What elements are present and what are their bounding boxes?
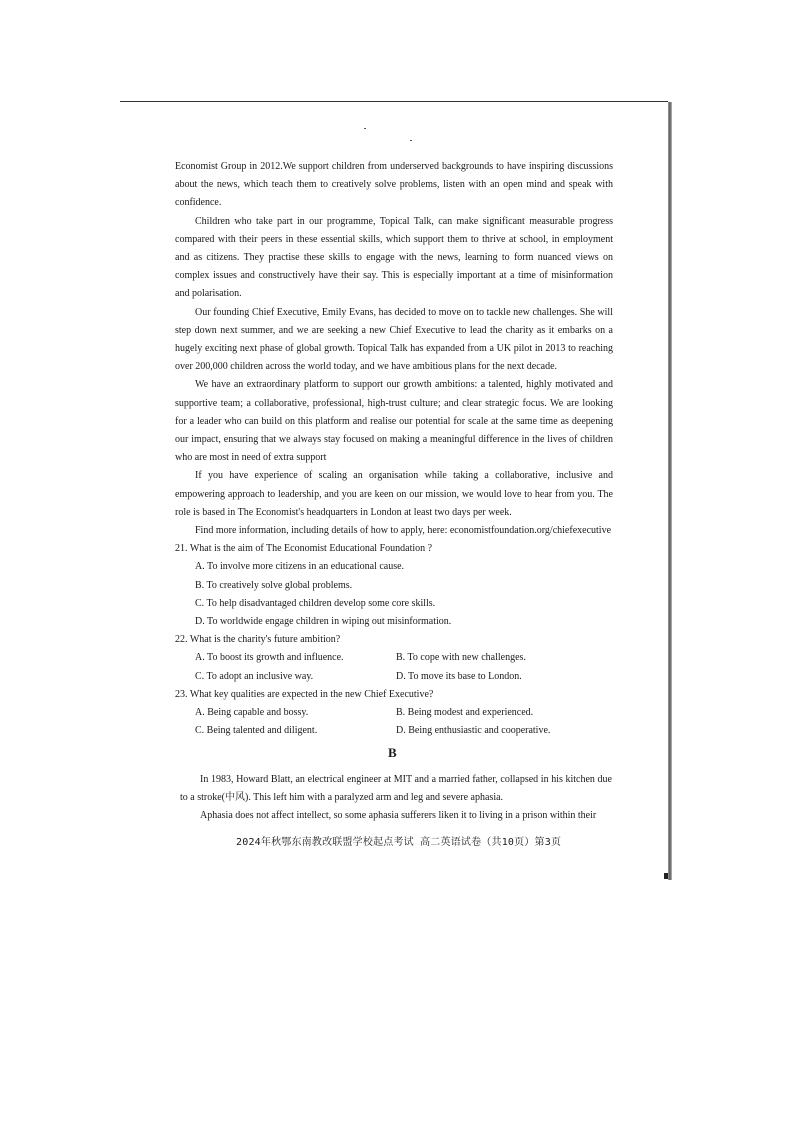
passage-paragraph: Aphasia does not affect intellect, so some aphasia sufferers liken it to living in a prison within their [200, 810, 597, 822]
options-row [175, 649, 613, 667]
option-d: D. Being enthusiastic and cooperative. [396, 725, 551, 737]
option-a: A. To boost its growth and influence. [195, 652, 344, 664]
scan-mark [664, 873, 668, 879]
options-row [175, 722, 613, 740]
option-b: B. Being modest and experienced. [396, 707, 534, 719]
option-d: D. To move its base to London. [396, 670, 522, 682]
page-footer: 2024年秋鄂东南教改联盟学校起点考试 高二英语试卷（共10页）第3页 [236, 837, 562, 848]
page-edge-shadow [668, 102, 672, 880]
option-c: C. To help disadvantaged children develop some core skills. [195, 597, 436, 609]
option-d: D. To worldwide engage children in wiping out misinformation. [195, 616, 452, 628]
question-stem: 22. What is the charity's future ambition? [175, 634, 341, 646]
passage-paragraph: Our founding Chief Executive, Emily Evans, has decided to move on to tackle new challenges. She will step down next summer, and we are seeking a new Chief Executive to lead the charity as it embarks on a hugely exciting next phase of global growth. Topical Talk has expanded from a UK pilot in 2013 to reaching over 200,000 children across the world today, and we have ambitious plans for the next decade. [175, 306, 613, 373]
options-row [175, 668, 613, 686]
passage-a [175, 158, 613, 741]
option-b: B. To cope with new challenges. [396, 652, 526, 664]
option-c: C. Being talented and diligent. [195, 725, 318, 737]
section-heading: B [388, 745, 397, 760]
option-c: C. To adopt an inclusive way. [195, 670, 314, 682]
scan-speck [410, 140, 412, 141]
passage-paragraph: Find more information, including details of how to apply, here: economistfoundation.org/chiefexecutive [195, 525, 612, 537]
passage-paragraph: We have an extraordinary platform to support our growth ambitions: a talented, highly motivated and supportive team; a collaborative, professional, high-trust culture; and clear strategic focus. We are looking for a leader who can build on this platform and realise our potential for scale at the same time as deepening our impact, ensuring that we always stay focused on making a meaningful difference in the lives of children who are most in need of extra support [175, 379, 613, 464]
passage-paragraph: In 1983, Howard Blatt, an electrical engineer at MIT and a married father, collapsed in his kitchen due to a stroke(中风). This left him with a paralyzed arm and leg and severe aphasia. [180, 774, 612, 804]
scan-speck [364, 128, 366, 129]
passage-paragraph: Economist Group in 2012.We support children from underserved backgrounds to have inspiring discussions about the news, which teach them to creatively solve problems, listen with an open mind and speak with confidence. [175, 161, 613, 209]
question-stem: 23. What key qualities are expected in the new Chief Executive? [175, 688, 434, 700]
passage-paragraph: Children who take part in our programme, Topical Talk, can make significant measurable progress compared with their peers in these essential skills, which support them to thrive at school, in employment and as citizens. They practise these skills to engage with the news, learning to form nuanced views on complex issues and constructively have their say. This is especially important at a time of misinformation and polarisation. [175, 215, 613, 300]
options-row [175, 704, 613, 722]
passage-paragraph: If you have experience of scaling an organisation while taking a collaborative, inclusive and empowering approach to leadership, and you are keen on our mission, we would love to hear from you. The role is based in The Economist's headquarters in London at least two days per week. [175, 470, 613, 518]
question-stem: 21. What is the aim of The Economist Educational Foundation ? [175, 543, 433, 555]
option-b: B. To creatively solve global problems. [195, 579, 353, 591]
top-rule [120, 101, 668, 102]
question-22 [175, 631, 613, 686]
option-a: A. To involve more citizens in an educational cause. [195, 561, 405, 573]
option-a: A. Being capable and bossy. [195, 707, 309, 719]
question-21 [175, 540, 613, 631]
question-23 [175, 686, 613, 741]
passage-b [180, 771, 612, 826]
